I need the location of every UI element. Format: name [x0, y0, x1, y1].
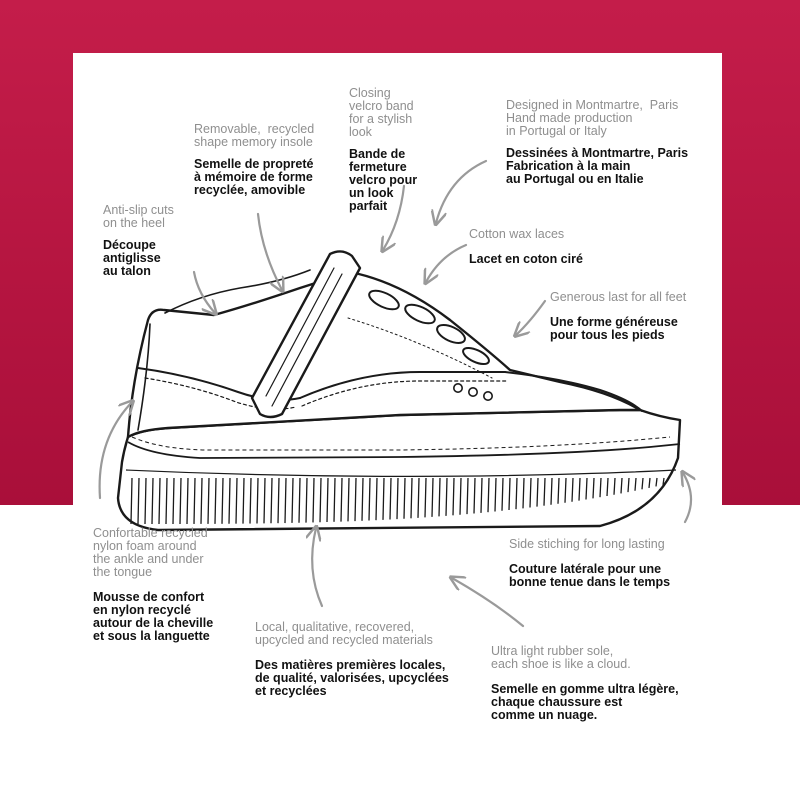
annotation-laces — [469, 228, 583, 266]
annotation-insole-en: Removable, recycled shape memory insole — [194, 122, 315, 149]
upper — [128, 251, 642, 437]
annotation-laces-en: Cotton wax laces — [469, 227, 565, 241]
annotation-laces-fr: Lacet en coton ciré — [469, 252, 583, 266]
annotation-last-en: Generous last for all feet — [550, 290, 687, 304]
annotation-foam — [93, 527, 213, 643]
annotation-designed-en: Designed in Montmartre, Paris Hand made production in Portugal or Italy — [506, 98, 679, 138]
annotation-foam-fr: Mousse de confort en nylon recyclé autour de la cheville et sous la languette — [93, 590, 214, 643]
annotation-velcro — [349, 87, 417, 213]
annotation-sole — [491, 645, 679, 722]
annotation-designed-fr: Dessinées à Montmartre, Paris Fabrication à la main au Portugal ou en Italie — [506, 146, 689, 186]
annotation-materials-en: Local, qualitative, recovered, upcycled and recycled materials — [255, 620, 433, 647]
annotation-anti-slip-en: Anti-slip cuts on the heel — [103, 203, 174, 230]
annotation-insole — [194, 123, 314, 197]
annotation-last — [550, 291, 686, 342]
annotation-velcro-fr: Bande de fermeture velcro pour un look parfait — [349, 147, 418, 213]
annotation-designed — [506, 99, 688, 186]
annotation-anti-slip-fr: Découpe antiglisse au talon — [103, 238, 161, 278]
annotation-stitching — [509, 538, 670, 589]
annotation-stitching-en: Side stiching for long lasting — [509, 537, 665, 551]
annotation-velcro-en: Closing velcro band for a stylish look — [349, 86, 414, 139]
annotation-stitching-fr: Couture latérale pour une bonne tenue dans le temps — [509, 562, 671, 589]
annotation-last-fr: Une forme généreuse pour tous les pieds — [550, 315, 678, 342]
annotation-materials-fr: Des matières premières locales, de qualité, valorisées, upcyclées et recyclées — [255, 658, 449, 698]
annotation-anti-slip — [103, 204, 174, 278]
annotation-foam-en: Confortable recycled nylon foam around the ankle and under the tongue — [93, 526, 208, 579]
annotation-sole-fr: Semelle en gomme ultra légère, chaque chaussure est comme un nuage. — [491, 682, 679, 722]
annotation-sole-en: Ultra light rubber sole, each shoe is like a cloud. — [491, 644, 631, 671]
annotation-materials — [255, 621, 449, 698]
annotation-insole-fr: Semelle de propreté à mémoire de forme recyclée, amovible — [194, 157, 314, 197]
sole — [118, 410, 680, 530]
